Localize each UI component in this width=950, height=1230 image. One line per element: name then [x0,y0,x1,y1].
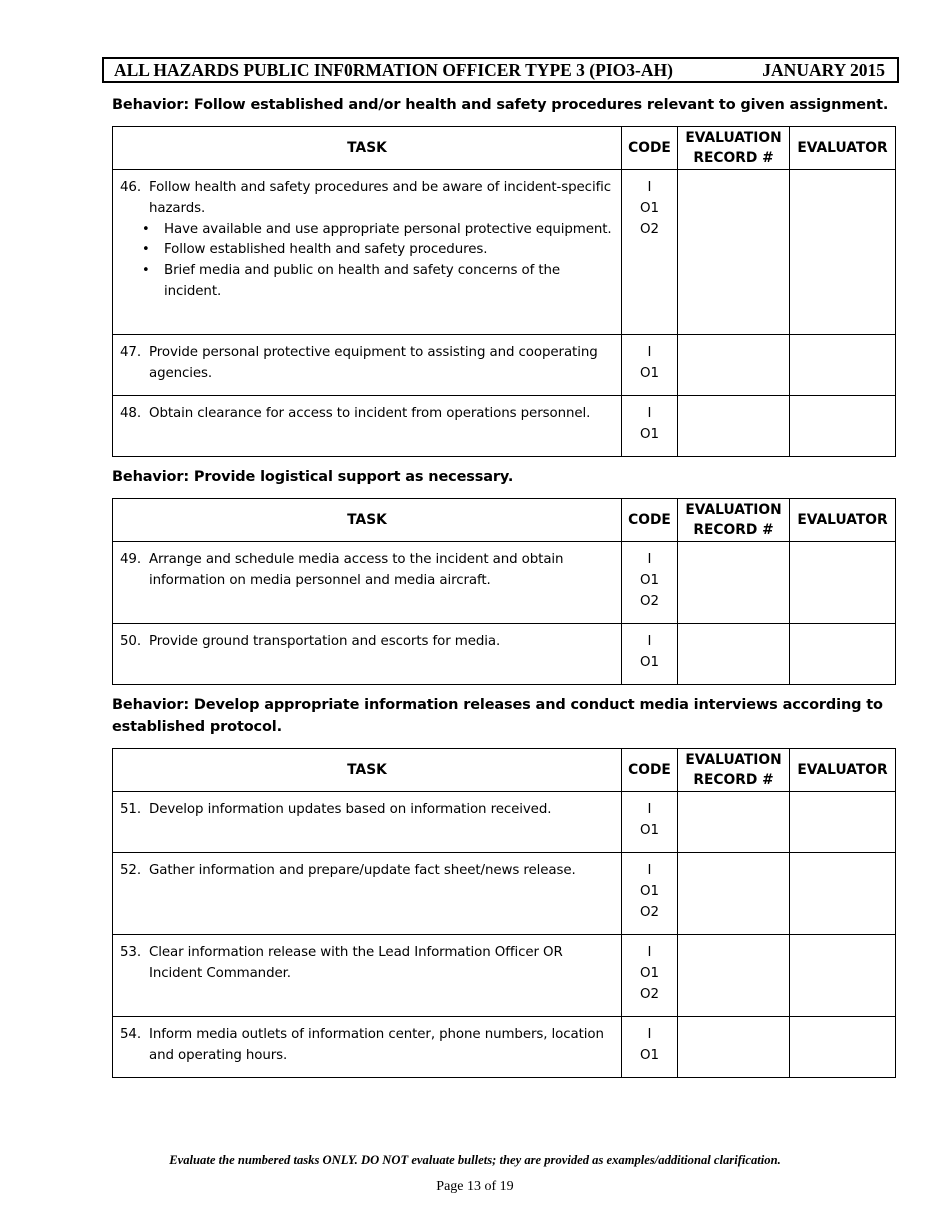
task-table [112,126,896,457]
task-column-header: TASK [113,749,622,792]
evaluation-record-column-header: EVALUATION RECORD # [678,127,790,170]
task-table [112,498,896,685]
task-bullets [120,220,615,303]
task-number: 50. [120,634,141,649]
evaluator-cell[interactable] [790,792,896,853]
evaluator-cell[interactable] [790,335,896,396]
task-text: Clear information release with the Lead Information Officer OR Incident Commander. [149,945,563,981]
evaluation-record-cell[interactable] [678,935,790,1017]
page-number: Page 13 of 19 [436,1179,514,1194]
evaluation-record-cell[interactable] [678,170,790,335]
evaluator-cell[interactable] [790,935,896,1017]
task-text: Provide personal protective equipment to assisting and cooperating agencies. [149,345,598,381]
table-header-row [113,749,896,792]
evaluator-cell[interactable] [790,853,896,935]
task-number: 46. [120,180,141,195]
code-cell: I O1 [622,335,678,396]
table-row [113,396,896,457]
evaluator-cell[interactable] [790,170,896,335]
task-text: Develop information updates based on information received. [149,802,552,817]
task-cell [113,542,622,624]
evaluation-record-cell[interactable] [678,792,790,853]
evaluation-record-cell[interactable] [678,542,790,624]
bullet-item: • Have available and use appropriate personal protective equipment. [142,221,612,237]
table-row [113,853,896,935]
task-text: Arrange and schedule media access to the incident and obtain information on media personnel and media aircraft. [149,552,564,588]
evaluation-record-cell[interactable] [678,624,790,685]
task-text: Follow health and safety procedures and be aware of incident-specific hazards. [149,180,612,216]
code-cell: I O1 O2 [622,853,678,935]
task-number: 51. [120,802,141,817]
evaluation-record-cell[interactable] [678,853,790,935]
document-date: JANUARY 2015 [762,59,885,80]
table-row [113,542,896,624]
table-row [113,1017,896,1078]
task-cell [113,792,622,853]
code-cell: I O1 O2 [622,935,678,1017]
evaluator-column-header: EVALUATOR [790,127,896,170]
task-text: Gather information and prepare/update fact sheet/news release. [149,863,576,878]
table-header-row [113,127,896,170]
evaluator-cell[interactable] [790,624,896,685]
document-header [102,57,899,83]
evaluation-record-cell[interactable] [678,396,790,457]
code-cell: I O1 O2 [622,170,678,335]
task-column-header: TASK [113,127,622,170]
task-cell [113,935,622,1017]
task-table [112,748,896,1078]
behavior-heading: Behavior: Follow established and/or health and safety procedures relevant to given assignment. [112,97,889,113]
behavior-heading: Behavior: Develop appropriate information releases and conduct media interviews according to established protocol. [112,697,883,735]
task-text: Provide ground transportation and escorts for media. [149,634,501,649]
task-number: 53. [120,945,141,960]
task-cell [113,1017,622,1078]
evaluation-record-column-header: EVALUATION RECORD # [678,749,790,792]
code-column-header: CODE [622,499,678,542]
evaluation-record-cell[interactable] [678,335,790,396]
code-cell: I O1 O2 [622,542,678,624]
evaluator-column-header: EVALUATOR [790,499,896,542]
bullet-item: • Follow established health and safety procedures. [142,242,488,258]
code-cell: I O1 [622,624,678,685]
bullet-item: • Brief media and public on health and safety concerns of the incident. [142,263,561,299]
task-number: 54. [120,1027,141,1042]
task-number: 49. [120,552,141,567]
code-cell: I O1 [622,792,678,853]
table-row [113,335,896,396]
task-text: Obtain clearance for access to incident from operations personnel. [149,406,591,421]
evaluation-record-cell[interactable] [678,1017,790,1078]
task-cell [113,170,622,335]
evaluator-cell[interactable] [790,1017,896,1078]
evaluator-column-header: EVALUATOR [790,749,896,792]
behavior-heading: Behavior: Provide logistical support as necessary. [112,469,514,485]
evaluator-cell[interactable] [790,542,896,624]
footer-note: Evaluate the numbered tasks ONLY. DO NOT evaluate bullets; they are provided as examples/additional clarification. [169,1153,781,1167]
table-header-row [113,499,896,542]
table-row [113,170,896,335]
code-cell: I O1 [622,396,678,457]
task-cell [113,853,622,935]
task-number: 48. [120,406,141,421]
table-row [113,624,896,685]
task-cell [113,396,622,457]
task-number: 47. [120,345,141,360]
task-column-header: TASK [113,499,622,542]
task-cell [113,335,622,396]
code-column-header: CODE [622,127,678,170]
evaluation-record-column-header: EVALUATION RECORD # [678,499,790,542]
code-column-header: CODE [622,749,678,792]
evaluator-cell[interactable] [790,396,896,457]
task-text: Inform media outlets of information center, phone numbers, location and operating hours. [149,1027,604,1063]
task-number: 52. [120,863,141,878]
task-cell [113,624,622,685]
table-row [113,792,896,853]
document-title: ALL HAZARDS PUBLIC INF0RMATION OFFICER TYPE 3 (PIO3-AH) [114,59,673,80]
table-row [113,935,896,1017]
code-cell: I O1 [622,1017,678,1078]
